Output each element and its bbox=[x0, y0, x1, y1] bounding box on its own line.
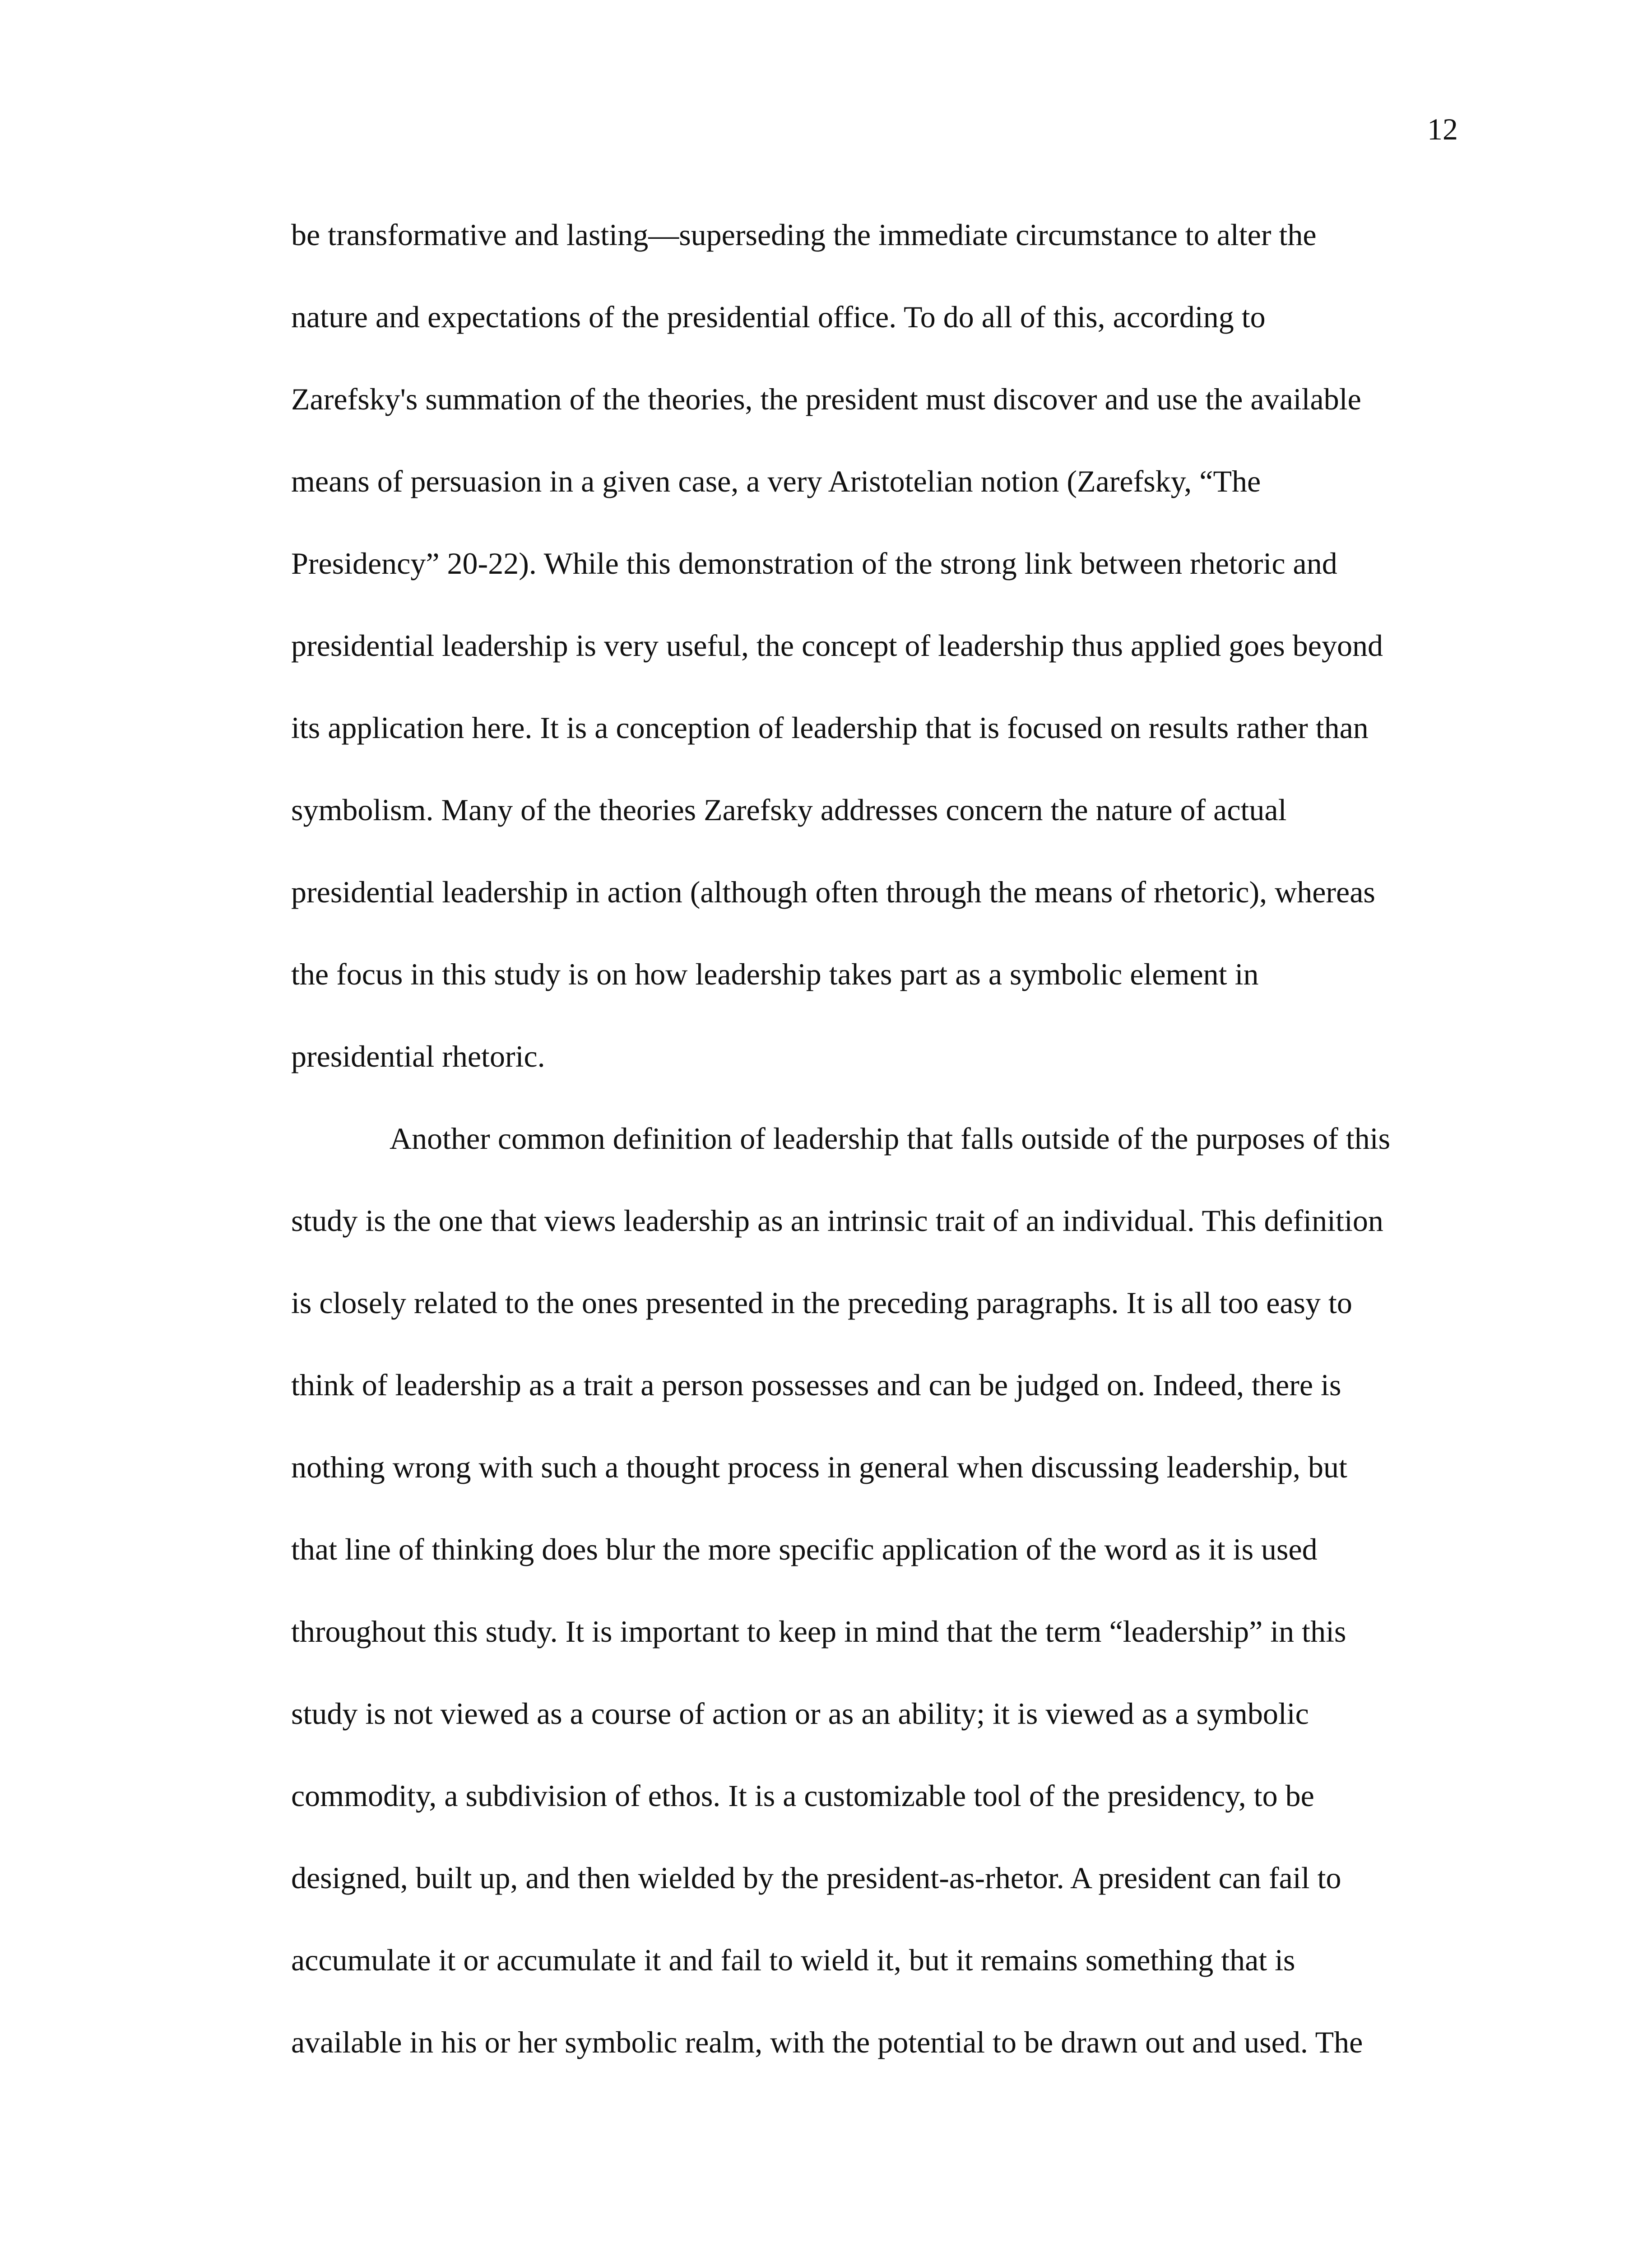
text-line: throughout this study. It is important to keep in mind that the term “leadership” in this bbox=[291, 1614, 1346, 1649]
text-line: Another common definition of leadership that falls outside of the purposes of this bbox=[390, 1121, 1391, 1156]
text-line: be transformative and lasting—superseding the immediate circumstance to alter the bbox=[291, 218, 1317, 252]
text-line: Zarefsky's summation of the theories, the president must discover and use the available bbox=[291, 382, 1361, 416]
text-line: the focus in this study is on how leadership takes part as a symbolic element in bbox=[291, 957, 1259, 991]
text-line: Presidency” 20-22). While this demonstration of the strong link between rhetoric and bbox=[291, 546, 1337, 581]
text-line: is closely related to the ones presented in the preceding paragraphs. It is all too easy to bbox=[291, 1286, 1352, 1320]
text-line: presidential leadership in action (although often through the means of rhetoric), whereas bbox=[291, 875, 1375, 909]
text-line: available in his or her symbolic realm, with the potential to be drawn out and used. The bbox=[291, 2025, 1363, 2059]
text-line: study is the one that views leadership as an intrinsic trait of an individual. This definition bbox=[291, 1203, 1383, 1238]
text-line: symbolism. Many of the theories Zarefsky addresses concern the nature of actual bbox=[291, 793, 1287, 827]
text-line: presidential rhetoric. bbox=[291, 1039, 545, 1073]
text-line: means of persuasion in a given case, a very Aristotelian notion (Zarefsky, “The bbox=[291, 464, 1261, 498]
text-line: its application here. It is a conception of leadership that is focused on results rather than bbox=[291, 711, 1369, 745]
text-line: that line of thinking does blur the more specific application of the word as it is used bbox=[291, 1532, 1318, 1566]
text-line: nothing wrong with such a thought process in general when discussing leadership, but bbox=[291, 1450, 1347, 1484]
text-line: study is not viewed as a course of action or as an ability; it is viewed as a symbolic bbox=[291, 1696, 1309, 1731]
page-number: 12 bbox=[1427, 112, 1458, 146]
text-line: nature and expectations of the presidential office. To do all of this, according to bbox=[291, 300, 1266, 334]
text-line: commodity, a subdivision of ethos. It is a customizable tool of the presidency, to be bbox=[291, 1779, 1314, 1813]
text-line: presidential leadership is very useful, the concept of leadership thus applied goes beyond bbox=[291, 628, 1383, 663]
text-line: think of leadership as a trait a person possesses and can be judged on. Indeed, there is bbox=[291, 1368, 1341, 1402]
text-line: accumulate it or accumulate it and fail to wield it, but it remains something that is bbox=[291, 1943, 1295, 1977]
text-line: designed, built up, and then wielded by the president-as-rhetor. A president can fail to bbox=[291, 1861, 1341, 1895]
